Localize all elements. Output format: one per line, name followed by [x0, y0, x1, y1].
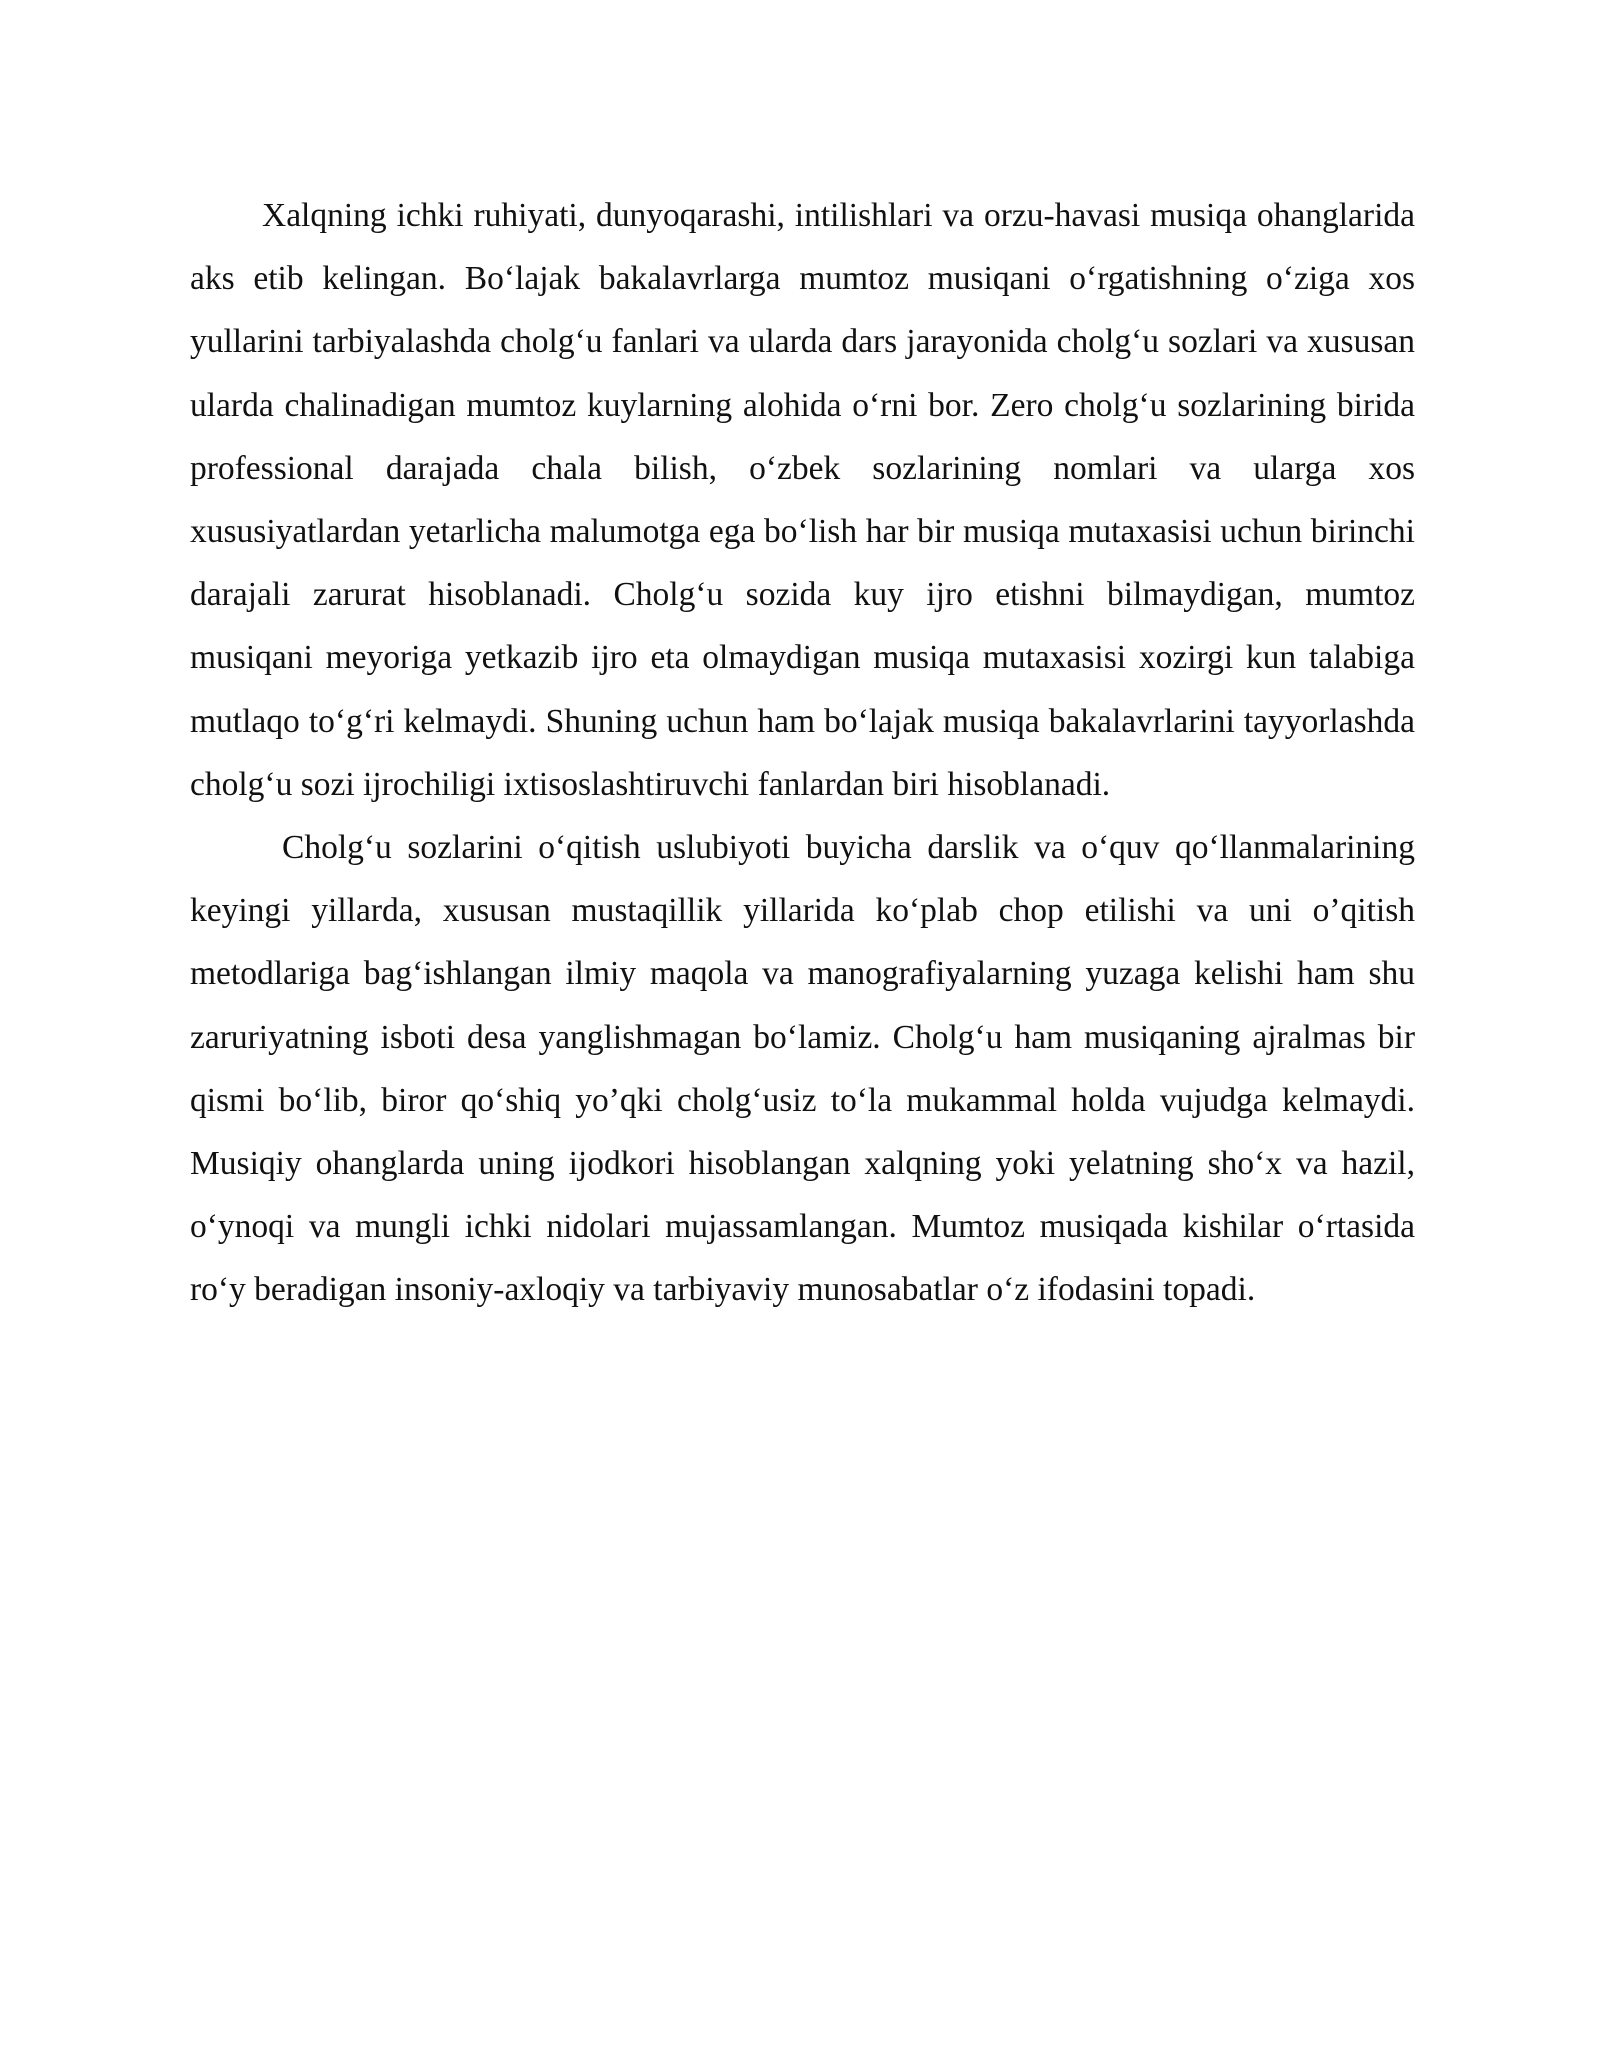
document-body — [190, 184, 1415, 1322]
paragraph-2: Cholg‘u sozlarini o‘qitish uslubiyoti buyicha darslik va o‘quv qo‘llanmalarining keyingi yillarda, xususan mustaqillik yillarida ko‘plab chop etilishi va uni o’qitish metodlariga bag‘ishlangan ilmiy maqola va manografiyalarning yuzaga kelishi ham shu zaruriyatning isboti desa yanglishmagan bo‘lamiz. Cholg‘u ham musiqaning ajralmas bir qismi bo‘lib, biror qo‘shiq yo’qki cholg‘usiz to‘la mukammal holda vujudga kelmaydi. Musiqiy ohanglarda uning ijodkori hisoblangan xalqning yoki yelatning sho‘x va hazil, o‘ynoqi va mungli ichki nidolari mujassamlangan. Mumtoz musiqada kishilar o‘rtasida ro‘y beradigan insoniy-axloqiy va tarbiyaviy munosabatlar o‘z ifodasini topadi. — [190, 829, 1415, 1309]
paragraph-1: Xalqning ichki ruhiyati, dunyoqarashi, intilishlari va orzu-havasi musiqa ohanglarida aks etib kelingan. Bo‘lajak bakalavrlarga mumtoz musiqani o‘rgatishning o‘ziga xos yullarini tarbiyalashda cholg‘u fanlari va ularda dars jarayonida cholg‘u sozlari va xususan ularda chalinadigan mumtoz kuylarning alohida o‘rni bor. Zero cholg‘u sozlarining birida professional darajada chala bilish, o‘zbek sozlarining nomlari va ularga xos xususiyatlardan yetarlicha malumotga ega bo‘lish har bir musiqa mutaxasisi uchun birinchi darajali zarurat hisoblanadi. Cholg‘u sozida kuy ijro etishni bilmaydigan, mumtoz musiqani meyoriga yetkazib ijro eta olmaydigan musiqa mutaxasisi xozirgi kun talabiga mutlaqo to‘g‘ri kelmaydi. Shuning uchun ham bo‘lajak musiqa bakalavrlarini tayyorlashda cholg‘u sozi ijrochiligi ixtisoslashtiruvchi fanlardan biri hisoblanadi. — [190, 197, 1415, 803]
